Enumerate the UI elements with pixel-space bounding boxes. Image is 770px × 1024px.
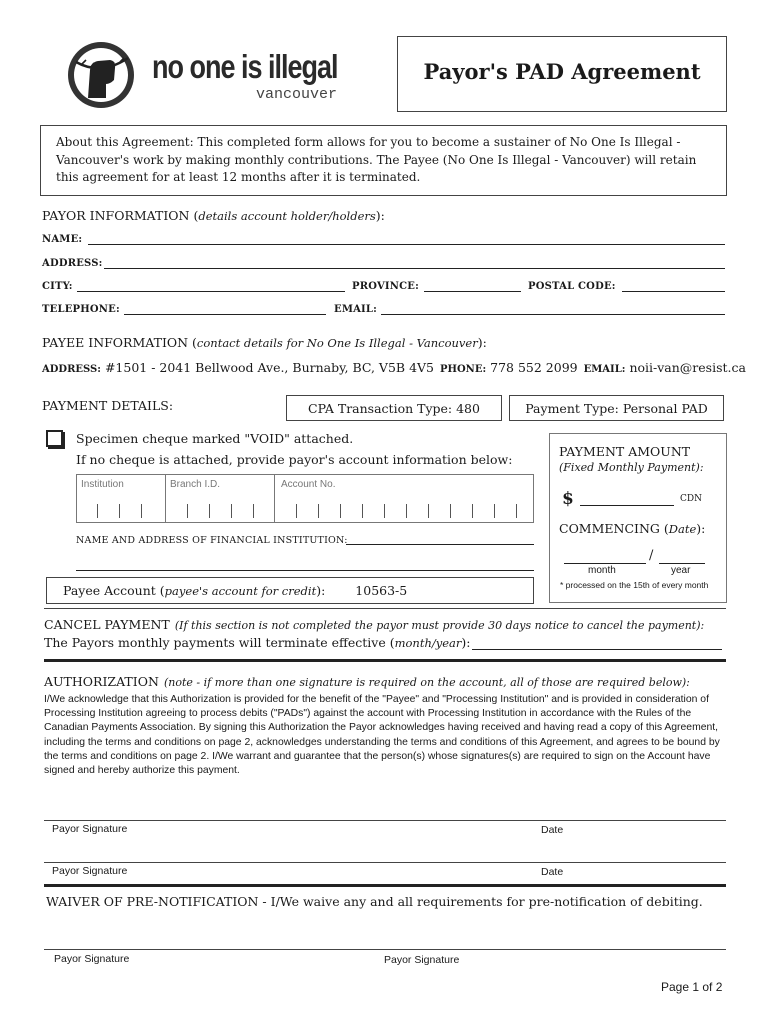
payment-heading: PAYMENT DETAILS: [42,398,174,413]
account-label: Account No. [281,479,336,490]
cancel-date-field[interactable] [472,649,722,650]
year-field[interactable] [659,563,705,564]
specimen-text: Specimen cheque marked "VOID" attached. [76,431,354,446]
signature-line-2[interactable] [44,862,726,863]
waiver-top-rule [44,884,726,887]
payee-email-label: EMAIL: [583,364,626,375]
postal-code-label: POSTAL CODE: [528,281,616,292]
specimen-checkbox[interactable] [46,430,63,447]
name-field[interactable] [88,244,725,245]
payee-phone-value: 778 552 2099 [490,360,578,375]
date-label-2: Date [541,866,564,878]
fin-inst-field-2[interactable] [76,570,534,571]
page-number: Page 1 of 2 [661,980,723,994]
email-label: EMAIL: [334,304,378,315]
processed-note: * processed on the 15th of every month [560,580,709,590]
amount-note: (Fixed Monthly Payment): [559,461,704,474]
month-label: month [588,565,616,576]
institution-digits[interactable] [76,500,164,521]
logo-sub: vancouver [256,86,338,103]
branch-label: Branch I.D. [170,479,221,490]
province-label: PROVINCE: [352,281,420,292]
institution-label: Institution [81,479,124,490]
authorization-body: I/We acknowledge that this Authorization is provided for the benefit of the "Payee" and "Processing Institution" and is provided in consideration of Processing Institution agreeing to process debits ("PADs") against the account with Processing Institution in accordance with the Rules of the Canadian Payments Association. By signing this Authorization the Payor acknowledges having received and having read a copy of this Agreement, including the terms and conditions on page 2, acknowledges understanding the terms and conditions of this Agreement, and agrees to be bound by the terms and conditions on page 2. I/We warrant and guarantee that the person(s) whose signatures(s) are required to sign on the Account have signed and hereby authorize this payment. [44,694,720,777]
payee-phone-label: PHONE: [440,364,487,375]
page-title: Payor's PAD Agreement [423,59,701,84]
authorization-note: (note - if more than one signature is required on the account, all of those are required below): [163,676,690,689]
payment-type-text: Payment Type: Personal PAD [525,401,708,416]
waiver-signature-label-1: Payor Signature [54,953,130,965]
payee-address-row [42,360,746,375]
telephone-field[interactable] [124,314,326,315]
cdn-label: CDN [680,494,702,504]
address-label: ADDRESS: [42,258,103,269]
logo-name: no one is illegal [152,48,338,86]
amount-field[interactable] [580,505,674,506]
payee-account-box: Payee Account (payee's account for credit): 10563-5 [46,577,534,604]
commencing-label: COMMENCING ( [559,521,669,536]
logo [66,40,356,110]
year-label: year [671,565,691,576]
payee-account-label: Payee Account ( [63,583,165,598]
payee-account-value: 10563-5 [355,583,408,598]
no-cheque-text: If no cheque is attached, provide payor's account information below: [76,452,513,467]
telephone-label: TELEPHONE: [42,304,120,315]
cpa-box [286,395,502,421]
payee-heading: PAYEE INFORMATION (contact details for No One Is Illegal - Vancouver): [42,335,487,350]
payor-heading: PAYOR INFORMATION (details account holder/holders): [42,208,385,223]
about-box [40,125,727,196]
cancel-heading: CANCEL PAYMENT [44,617,170,632]
payment-amount-box: PAYMENT AMOUNT (Fixed Monthly Payment): $ CDN COMMENCING (Date): / month year * processed on the 15th of every month [549,433,727,603]
cpa-text: CPA Transaction Type: 480 [308,401,480,416]
waiver-signature-label-2: Payor Signature [384,954,460,966]
postal-code-field[interactable] [622,291,725,292]
branch-digits[interactable] [165,500,273,521]
payee-email-value: noii-van@resist.ca [629,360,746,375]
amount-heading: PAYMENT AMOUNT [559,444,691,459]
payment-type-box [509,395,724,421]
date-label-1: Date [541,824,564,836]
payee-address-label: ADDRESS: [42,364,101,375]
waiver-signature-line[interactable] [44,949,726,950]
fin-inst-label: NAME AND ADDRESS OF FINANCIAL INSTITUTION: [76,535,348,546]
cancel-bottom-rule [44,659,726,662]
payee-address-value: #1501 - 2041 Bellwood Ave., Burnaby, BC, V5B 4V5 [104,360,435,375]
city-label: CITY: [42,281,73,292]
payor-signature-label-2: Payor Signature [52,865,128,877]
date-slash: / [649,548,654,563]
account-digits[interactable] [274,500,532,521]
signature-line-1[interactable] [44,820,726,821]
authorization-heading: AUTHORIZATION [44,674,159,689]
city-field[interactable] [77,291,345,292]
raised-fist-logo-icon [66,40,136,110]
about-text: About this Agreement: This completed form allows for you to become a sustainer of No One Is Illegal - Vancouver's work by making monthly contributions. The Payee (No One Is Illegal - Vancouver) will retain this agreement for at least 12 months after it is terminated. [56,135,697,184]
province-field[interactable] [424,291,521,292]
cancel-line-label: The Payors monthly payments will terminate effective ( [44,635,395,650]
cancel-top-rule [44,608,726,609]
fin-inst-field[interactable] [346,544,534,545]
dollar-sign: $ [562,489,574,509]
name-label: NAME: [42,234,83,245]
title-box [397,36,727,112]
cancel-note: (If this section is not completed the payor must provide 30 days notice to cancel the payment): [174,619,705,632]
payor-signature-label-1: Payor Signature [52,823,128,835]
month-field[interactable] [564,563,646,564]
address-field[interactable] [104,268,725,269]
waiver-heading: WAIVER OF PRE-NOTIFICATION - I/We waive any and all requirements for pre-notification of debiting. [46,894,703,909]
email-field[interactable] [381,314,725,315]
